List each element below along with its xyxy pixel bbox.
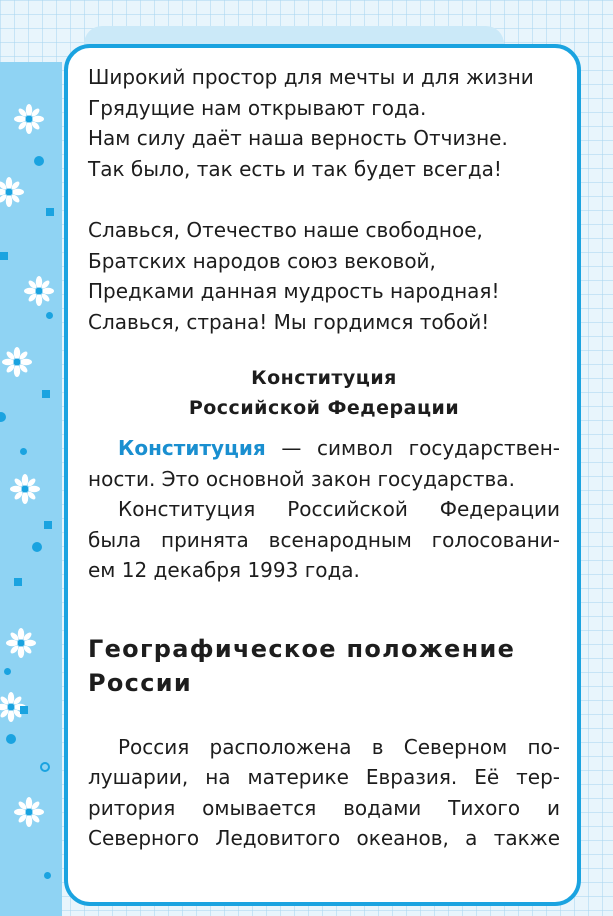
anthem-line: Славься, страна! Мы гордимся тобой! — [88, 309, 490, 334]
paragraph-line: была принята всенародным голосовани- — [88, 527, 560, 552]
square-dot-icon — [14, 578, 22, 586]
constitution-term: Конституция — [118, 436, 266, 460]
geography-heading-line: России — [88, 668, 192, 697]
round-dot-icon — [44, 872, 51, 879]
round-dot-icon — [40, 762, 50, 772]
geography-paragraph-1 — [88, 732, 560, 854]
anthem-stanza-2 — [88, 215, 560, 337]
square-dot-icon — [20, 706, 28, 714]
content-body — [88, 62, 560, 854]
decorative-side-strip — [0, 62, 62, 916]
constitution-heading-line: Российской Федерации — [188, 397, 460, 419]
paragraph-line: Северного Ледовитого океанов, а также — [88, 826, 560, 850]
anthem-line: Так было, так есть и так будет всегда! — [88, 156, 502, 181]
paragraph-line: ритория омывается водами Тихого и — [88, 795, 560, 820]
snowflake-flower-icon — [0, 177, 24, 207]
constitution-heading-line: Конституция — [251, 367, 397, 389]
geography-heading — [88, 632, 560, 700]
round-dot-icon — [32, 542, 42, 552]
paragraph-line — [88, 433, 560, 464]
anthem-line: Предками данная мудрость народная! — [88, 279, 500, 303]
constitution-paragraph-2 — [88, 494, 560, 586]
round-dot-icon — [46, 312, 53, 319]
square-dot-icon — [46, 208, 54, 216]
snowflake-flower-icon — [14, 104, 44, 134]
paragraph-line: Конституция Российской Федерации — [118, 497, 560, 521]
snowflake-flower-icon — [6, 628, 36, 658]
anthem-line: Грядущие нам открывают года. — [88, 95, 427, 120]
anthem-line: Братских народов союз вековой, — [88, 248, 436, 273]
anthem-line: Широкий простор для мечты и для жизни — [88, 65, 534, 89]
snowflake-flower-icon — [24, 276, 54, 306]
constitution-paragraph-1 — [88, 433, 560, 494]
square-dot-icon — [44, 521, 52, 529]
geography-heading-line: Географическое положение — [88, 634, 516, 663]
snowflake-flower-icon — [2, 347, 32, 377]
paragraph-text: — символ государствен- — [265, 436, 560, 460]
anthem-line: Нам силу даёт наша верность Отчизне. — [88, 126, 508, 150]
anthem-line: Славься, Отечество наше свободное, — [88, 218, 483, 242]
square-dot-icon — [42, 390, 50, 398]
square-dot-icon — [0, 252, 8, 260]
paragraph-line: лушарии, на материке Евразия. Её тер- — [88, 765, 560, 789]
constitution-heading — [88, 363, 560, 423]
round-dot-icon — [4, 668, 11, 675]
anthem-stanza-1 — [88, 62, 560, 184]
round-dot-icon — [0, 412, 6, 422]
snowflake-flower-icon — [10, 474, 40, 504]
snowflake-flower-icon — [14, 797, 44, 827]
paragraph-line: ности. Это основной закон государства. — [88, 466, 515, 491]
paragraph-line: Россия расположена в Северном по- — [118, 734, 560, 759]
round-dot-icon — [6, 734, 16, 744]
content-card — [64, 44, 581, 906]
round-dot-icon — [20, 448, 27, 455]
round-dot-icon — [34, 156, 44, 166]
paragraph-line: ем 12 декабря 1993 года. — [88, 558, 360, 582]
